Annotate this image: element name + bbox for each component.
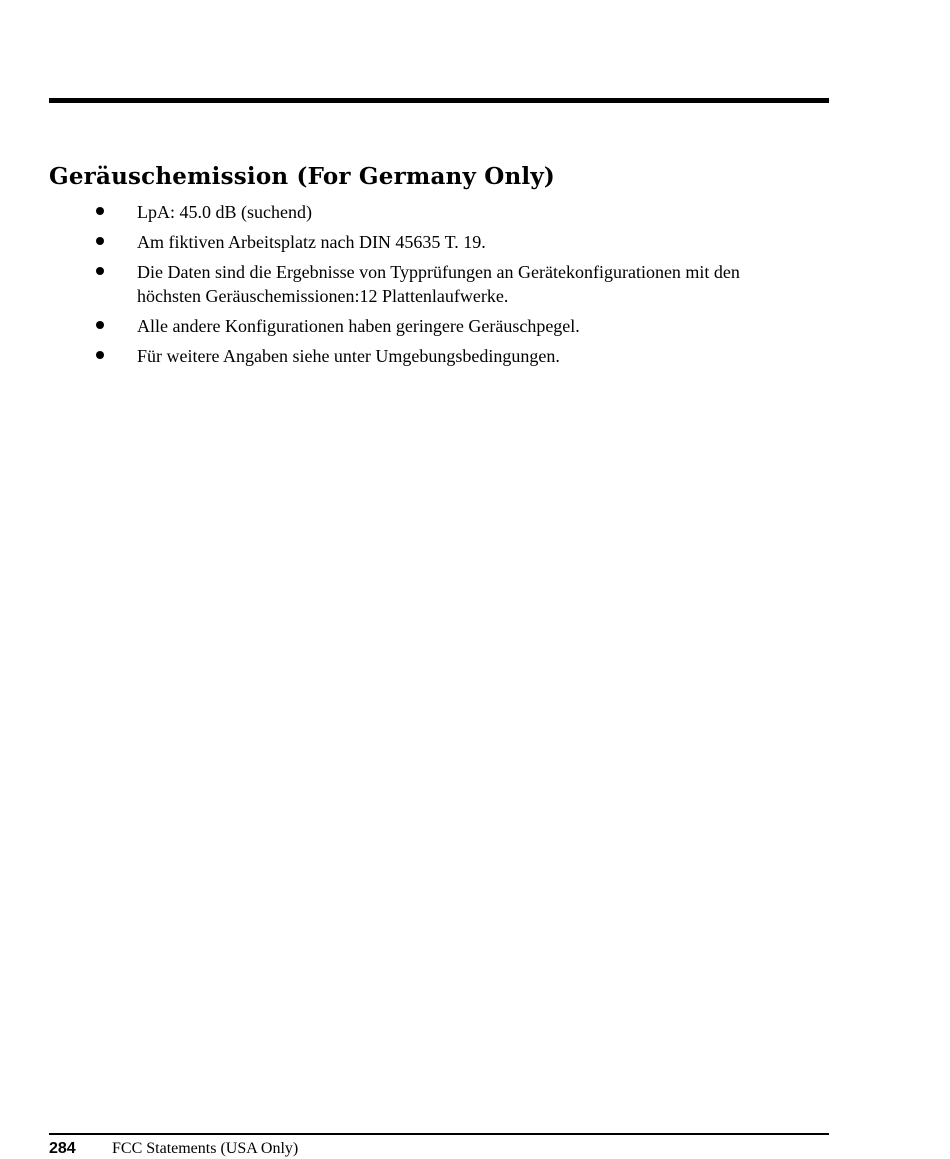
list-item-text: Am fiktiven Arbeitsplatz nach DIN 45635 T. 19. bbox=[137, 232, 486, 252]
list-item-text: Für weitere Angaben siehe unter Umgebungsbedingungen. bbox=[137, 346, 560, 366]
list-item bbox=[49, 200, 829, 224]
list-item-text: Die Daten sind die Ergebnisse von Typprüfungen an Gerätekonfigurationen mit den höchsten Geräuschemissionen:12 Plattenlaufwerke. bbox=[137, 262, 740, 306]
top-rule bbox=[49, 98, 829, 103]
bullet-icon bbox=[96, 207, 104, 215]
bullet-icon bbox=[96, 321, 104, 329]
list-item bbox=[49, 230, 829, 254]
page-number: 284 bbox=[49, 1140, 76, 1157]
bullet-list bbox=[49, 200, 829, 374]
footer-rule bbox=[49, 1133, 829, 1135]
bullet-icon bbox=[96, 267, 104, 275]
list-item-text: LpA: 45.0 dB (suchend) bbox=[137, 202, 312, 222]
list-item bbox=[49, 260, 829, 308]
list-item-text: Alle andere Konfigurationen haben geringere Geräuschpegel. bbox=[137, 316, 580, 336]
footer-title: FCC Statements (USA Only) bbox=[112, 1140, 299, 1157]
section-heading: Geräuschemission (For Germany Only) bbox=[49, 163, 555, 190]
bullet-icon bbox=[96, 351, 104, 359]
list-item bbox=[49, 314, 829, 338]
bullet-icon bbox=[96, 237, 104, 245]
list-item bbox=[49, 344, 829, 368]
